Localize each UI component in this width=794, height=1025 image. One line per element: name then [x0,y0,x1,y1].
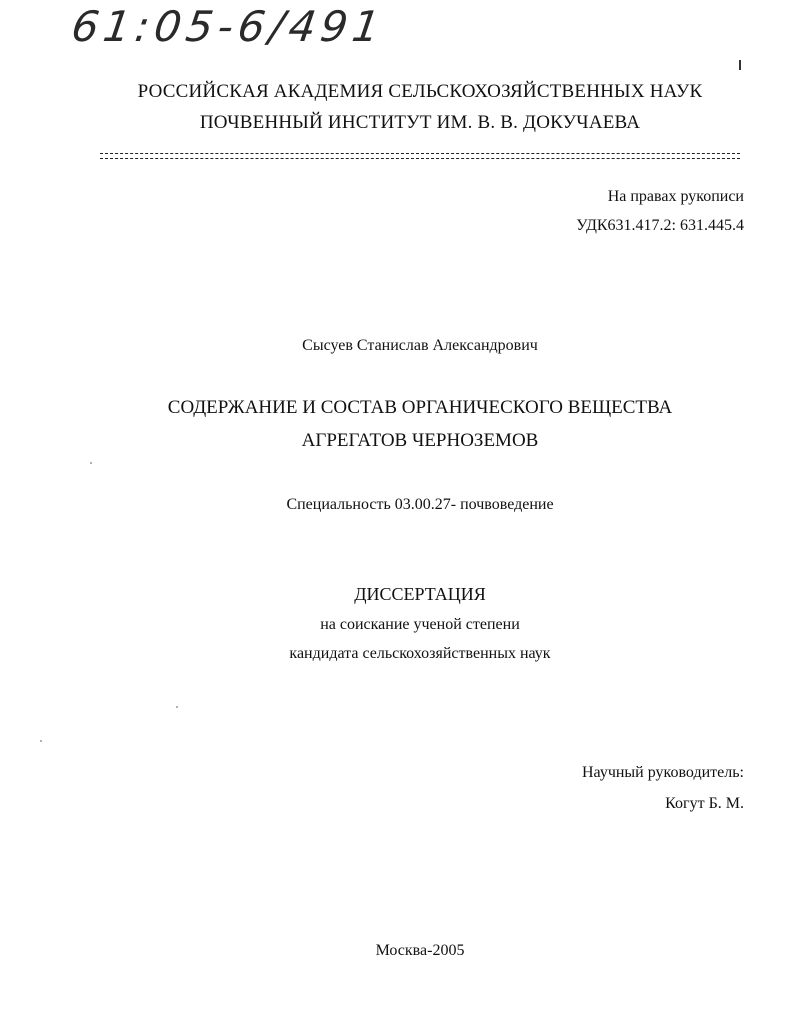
speciality: Специальность 03.00.27- почвоведение [286,496,554,513]
title-line-2: АГРЕГАТОВ ЧЕРНОЗЕМОВ [301,430,539,451]
handwritten-archive-code: 61:05-6/491 [68,2,388,51]
academy-name: РОССИЙСКАЯ АКАДЕМИЯ СЕЛЬСКОХОЗЯЙСТВЕННЫХ НАУК [137,81,703,102]
supervisor-label: Научный руководитель: [581,764,744,781]
corner-mark [739,60,741,70]
city-year: Москва-2005 [375,942,465,959]
degree-line-1: на соискание ученой степени [320,616,520,633]
document-type: ДИССЕРТАЦИЯ [354,584,486,604]
institute-name: ПОЧВЕННЫЙ ИНСТИТУТ ИМ. В. В. ДОКУЧАЕВА [199,112,641,133]
supervisor-name: Когут Б. М. [665,795,744,812]
manuscript-rights: На правах рукописи [607,188,744,205]
header-divider-top [100,153,740,154]
scan-speck [40,740,42,742]
scan-speck [176,706,178,708]
title-line-1: СОДЕРЖАНИЕ И СОСТАВ ОРГАНИЧЕСКОГО ВЕЩЕСТВА [167,397,673,418]
degree-line-2: кандидата сельскохозяйственных наук [289,645,551,662]
scan-speck [90,462,92,464]
udk-code: УДК631.417.2: 631.445.4 [576,217,744,234]
author-name: Сысуев Станислав Александрович [302,337,538,354]
header-divider-bottom [100,158,740,159]
